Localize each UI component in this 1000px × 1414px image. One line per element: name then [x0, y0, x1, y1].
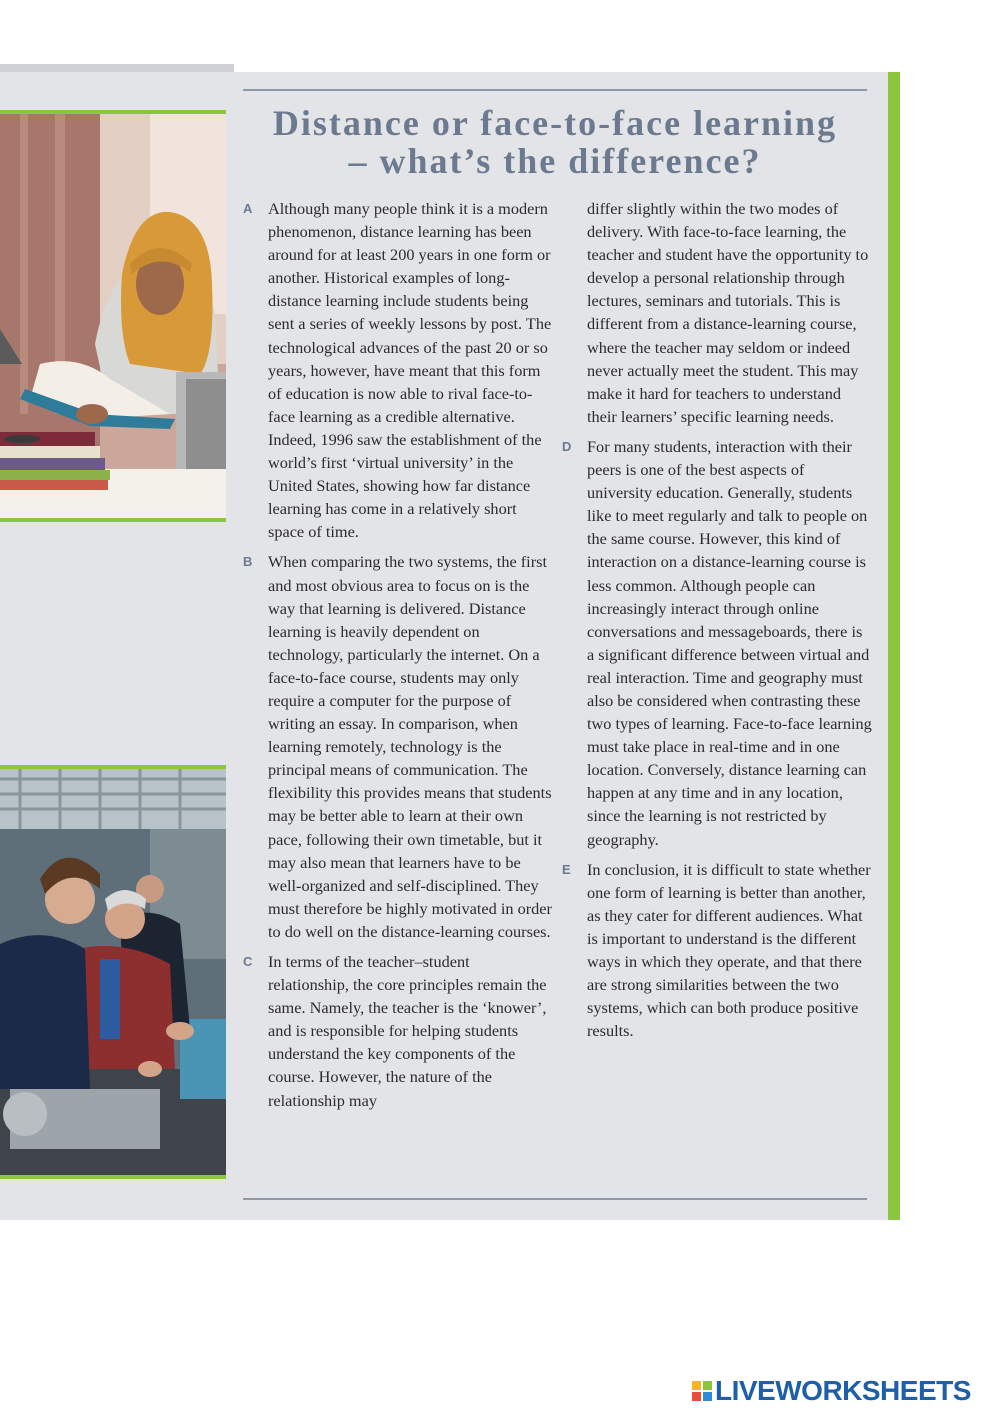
- title-line-2: – what’s the difference?: [348, 141, 762, 181]
- logo-mark-icon: [692, 1381, 712, 1401]
- paragraph-c-continued: [562, 197, 872, 428]
- paragraph-a: [243, 197, 553, 543]
- logo-square: [703, 1392, 712, 1401]
- workshop-illustration: [0, 769, 226, 1175]
- student-reading-photo: [0, 110, 226, 522]
- right-column: [562, 197, 872, 1049]
- logo-square: [692, 1381, 701, 1390]
- paragraph-b: [243, 550, 553, 943]
- paragraph-text: For many students, interaction with their peers is one of the best aspects of university education. Generally, students like to meet regularly and talk to people on the same course. However, this kind of interaction on a distance-learning course is less common. Although people can increasingly interact through online conversations and messageboards, there is a significant difference between virtual and real interaction. Time and geography must also be considered when contrasting these two types of learning. Face-to-face learning must take place in real-time and in one location. Conversely, distance learning can happen at any time and in any location, since the learning is not restricted by geography.: [587, 436, 872, 849]
- logo-text: LIVEWORKSHEETS: [715, 1375, 971, 1406]
- paragraph-c: [243, 950, 553, 1112]
- title-line-1: Distance or face-to-face learning: [272, 103, 838, 143]
- paragraph-letter: A: [243, 201, 253, 216]
- accent-bar: [888, 72, 900, 1220]
- paragraph-text: When comparing the two systems, the first and most obvious area to focus on is the way that learning is delivered. Distance learning is heavily dependent on technology, particularly the internet. On a face-to-face course, students may only require a computer for the purpose of writing an essay. In comparison, when learning remotely, technology is the principal means of communication. The flexibility this provides means that students may be better able to learn at their own pace, following their own timetable, but it may also mean that learners have to be well-organized and self-disciplined. They must therefore be highly motivated in order to do well on the distance-learning courses.: [268, 552, 552, 941]
- article-title: [243, 104, 867, 180]
- workshop-photo: [0, 765, 226, 1179]
- paragraph-d: [562, 435, 872, 851]
- paragraph-text: Although many people think it is a modern phenomenon, distance learning has been around for at least 200 years in one form or another. Historical examples of long-distance learning include students being sent a series of weekly lessons by post. The technological advances of the past 20 or so years, however, have meant that this form of education is now able to rival face-to-face learning as a credible alternative. Indeed, 1996 saw the establishment of the world’s first ‘virtual university’ in the United States, showing how far distance learning has come in a relatively short space of time.: [268, 199, 552, 542]
- paragraph-letter: B: [243, 554, 253, 570]
- left-column: [243, 197, 553, 1119]
- paragraph-text: In conclusion, it is difficult to state whether one form of learning is better than another, as they cater for different audiences. What is important to understand is the different ways in which they operate, and that there are strong similarities between the two systems, which can both produce positive results.: [587, 859, 871, 1041]
- logo-square: [703, 1381, 712, 1390]
- paragraph-letter: C: [243, 954, 253, 969]
- paragraph-letter: D: [562, 438, 572, 454]
- liveworksheets-logo: [692, 1374, 971, 1408]
- top-strip: [0, 64, 234, 72]
- paragraph-text: In terms of the teacher–student relationship, the core principles remain the same. Namely, the teacher is the ‘knower’, and is responsible for helping students understand the key components of the course. However, the nature of the relationship may: [268, 952, 547, 1110]
- paragraph-letter: E: [562, 861, 571, 877]
- paragraph-e: [562, 858, 872, 1043]
- student-reading-illustration: [0, 114, 226, 518]
- logo-square: [692, 1392, 701, 1401]
- top-rule: [243, 89, 867, 91]
- bottom-rule: [243, 1198, 867, 1200]
- paragraph-text: differ slightly within the two modes of delivery. With face-to-face learning, the teacher and student have the opportunity to develop a personal relationship through lectures, seminars and tutorials. This is different from a distance-learning course, where the teacher may seldom or indeed never actually meet the student. This may make it hard for teachers to understand their learners’ specific learning needs.: [587, 199, 869, 426]
